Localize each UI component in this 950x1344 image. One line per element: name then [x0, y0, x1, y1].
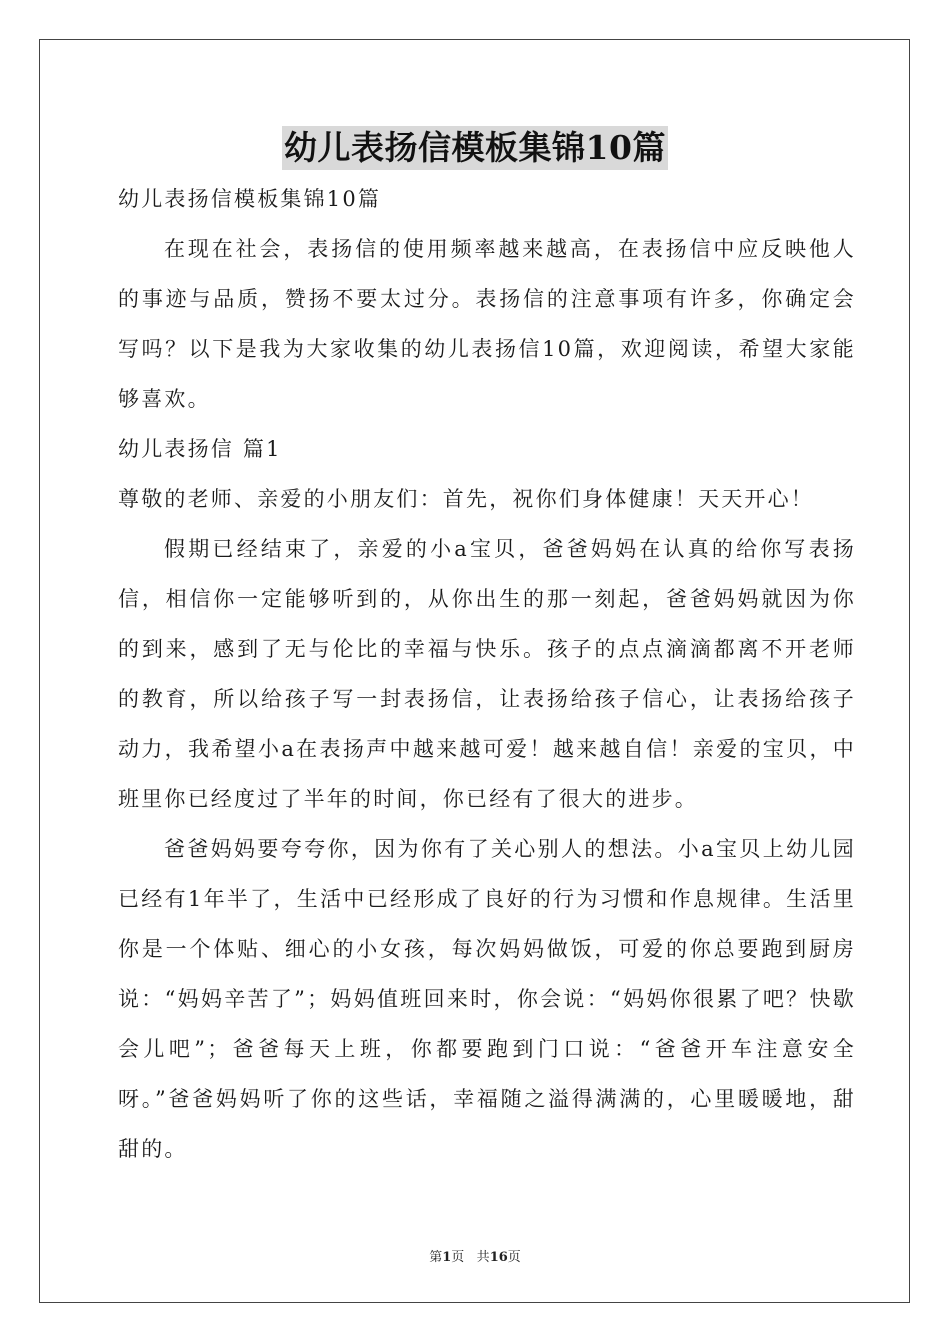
intro-paragraph: 在现在社会，表扬信的使用频率越来越高，在表扬信中应反映他人的事迹与品质，赞扬不要太过分。表扬信的注意事项有许多，你确定会写吗？以下是我为大家收集的幼儿表扬信10篇，欢迎阅读，希望大家能够喜欢。	[118, 237, 856, 411]
section-heading: 幼儿表扬信 篇1	[118, 437, 282, 461]
subtitle-line: 幼儿表扬信模板集锦10篇	[118, 187, 382, 211]
page-footer	[0, 1246, 950, 1265]
page-suffix: 页	[451, 1250, 465, 1265]
total-pages: 16	[489, 1250, 508, 1265]
page-number: 1	[442, 1250, 452, 1265]
page-prefix: 第	[429, 1250, 443, 1265]
body-paragraph: 假期已经结束了，亲爱的小a宝贝，爸爸妈妈在认真的给你写表扬信，相信你一定能够听到的，从你出生的那一刻起，爸爸妈妈就因为你的到来，感到了无与伦比的幸福与快乐。孩子的点点滴滴都离不开老师的教育，所以给孩子写一封表扬信，让表扬给孩子信心，让表扬给孩子动力，我希望小a在表扬声中越来越可爱！越来越自信！亲爱的宝贝，中班里你已经度过了半年的时间，你已经有了很大的进步。	[118, 537, 856, 811]
document-title: 幼儿表扬信模板集锦10篇	[282, 126, 668, 170]
body-paragraph: 爸爸妈妈要夸夸你，因为你有了关心别人的想法。小a宝贝上幼儿园已经有1年半了，生活中已经形成了良好的行为习惯和作息规律。生活里你是一个体贴、细心的小女孩，每次妈妈做饭，可爱的你总要跑到厨房说：“妈妈辛苦了”；妈妈值班回来时，你会说：“妈妈你很累了吧？快歇会儿吧”；爸爸每天上班，你都要跑到门口说：“爸爸开车注意安全呀。”爸爸妈妈听了你的这些话，幸福随之溢得满满的，心里暖暖地，甜甜的。	[118, 837, 856, 1161]
total-suffix: 页	[507, 1250, 521, 1265]
title-container	[0, 126, 950, 170]
document-body	[118, 174, 856, 1174]
salutation-line: 尊敬的老师、亲爱的小朋友们：首先，祝你们身体健康！天天开心！	[118, 487, 814, 511]
total-prefix: 共	[476, 1250, 490, 1265]
